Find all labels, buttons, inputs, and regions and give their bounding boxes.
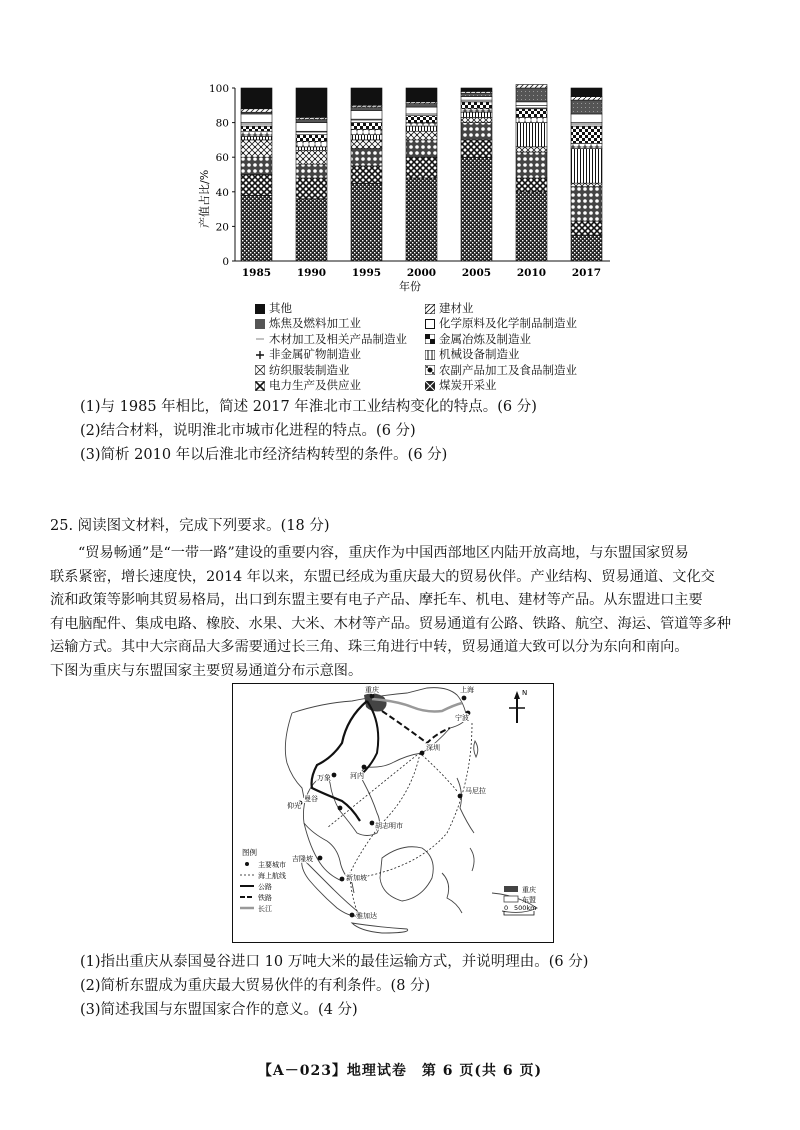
bar-segment-other — [351, 88, 382, 105]
q25-title: 25. 阅读图文材料，完成下列要求。(18 分) — [50, 518, 330, 534]
city-label: 雅加达 — [356, 912, 377, 920]
bar-segment-chem — [406, 107, 437, 114]
trade-route-map — [232, 683, 554, 943]
legend-label: 机械设备制造业 — [439, 347, 520, 362]
bar-segment-coal — [461, 157, 492, 261]
bar-segment-nonmetal — [571, 143, 602, 148]
city-dot — [420, 751, 425, 756]
legend-swatch-textile — [255, 365, 265, 375]
bar-segment-machine — [571, 149, 602, 184]
q25-question-2: (2)简析东盟成为重庆最大贸易伙伴的有利条件。(8 分) — [80, 978, 431, 994]
bar-segment-coal — [406, 178, 437, 261]
bar-segment-nonmetal — [406, 123, 437, 126]
city-dot — [458, 794, 463, 799]
city-dot — [350, 913, 355, 918]
bar-segment-machine — [351, 135, 382, 140]
bar-segment-food — [461, 123, 492, 140]
q25-line: 流和政策等影响其贸易格局，出口到东盟主要有电子产品、摩托车、机电、建材等产品。从东盟进口主要 — [50, 592, 703, 609]
legend-swatch-building — [425, 304, 435, 314]
bar-segment-chem — [351, 110, 382, 119]
bar-segment-building — [241, 109, 272, 112]
bar-segment-machine — [241, 136, 272, 139]
legend-yangtze: 长江 — [258, 905, 272, 913]
bar-segment-wood — [296, 131, 327, 134]
y-tick-label: 100 — [208, 83, 229, 95]
bar-segment-metal — [241, 126, 272, 131]
bar-segment-metal — [351, 123, 382, 130]
bar-segment-textile — [571, 183, 602, 186]
city-dot — [370, 694, 375, 699]
y-tick-label: 40 — [215, 186, 229, 199]
legend-label: 化学原料及化学制品制造业 — [439, 316, 577, 331]
legend-label: 炼焦及燃料加工业 — [269, 316, 361, 331]
city-label: 马尼拉 — [465, 787, 486, 795]
map-legend-title: 图例 — [242, 848, 257, 857]
legend-sea-route: 海上航线 — [258, 872, 286, 880]
x-tick-label: 2000 — [406, 267, 437, 279]
legend-swatch-chem — [425, 319, 435, 329]
bar-segment-chem — [296, 123, 327, 132]
q24-questions — [80, 395, 537, 467]
bar-segment-textile — [461, 117, 492, 122]
city-label: 仰光 — [287, 802, 301, 810]
legend-label: 非金属矿物制造业 — [269, 347, 361, 362]
legend-item-other — [255, 301, 425, 316]
legend-label: 纺织服装制造业 — [269, 362, 350, 377]
bar-segment-nonmetal — [351, 130, 382, 135]
x-tick-label: 2005 — [461, 267, 492, 279]
bar-segment-coal — [351, 183, 382, 261]
bar-segment-coke — [571, 100, 602, 114]
x-tick-label: 1995 — [351, 267, 382, 279]
bar-segment-chem — [571, 114, 602, 123]
legend-road: 公路 — [258, 883, 272, 891]
legend-swatch-wood — [255, 334, 265, 344]
bar-segment-coke — [461, 93, 492, 96]
x-axis-label: 年份 — [399, 280, 421, 293]
legend-swatch-metal — [425, 334, 435, 344]
bar-segment-power — [516, 178, 547, 192]
legend-asean: 东盟 — [522, 896, 536, 904]
legend-row — [255, 316, 615, 331]
legend-swatch-power — [255, 381, 265, 391]
y-axis-label: 产值占比/% — [198, 169, 211, 228]
bar-segment-coal — [296, 199, 327, 261]
q24-question-1: (1)与 1985 年相比，简述 2017 年淮北市工业结构变化的特点。(6 分) — [80, 399, 537, 415]
legend-label: 建材业 — [439, 301, 474, 315]
legend-city: 主要城市 — [258, 861, 286, 869]
north-label: N — [522, 689, 528, 697]
bar-segment-nonmetal — [461, 109, 492, 112]
bar-group — [241, 85, 602, 261]
bar-segment-wood — [571, 123, 602, 126]
bar-segment-coke — [296, 119, 327, 122]
bar-segment-textile — [406, 131, 437, 140]
city-label: 上海 — [460, 686, 474, 694]
legend-swatch-coke — [255, 319, 265, 329]
bar-segment-power — [296, 178, 327, 199]
bar-segment-coke — [516, 88, 547, 102]
bar-segment-wood — [241, 123, 272, 126]
y-tick-label: 0 — [222, 256, 229, 268]
chart-legend — [255, 301, 615, 393]
city-dot — [318, 856, 323, 861]
legend-item-building — [425, 301, 595, 316]
bar-segment-food — [406, 140, 437, 157]
legend-item-textile — [255, 363, 425, 378]
bar-segment-food — [241, 157, 272, 174]
legend-label: 煤炭开采业 — [439, 377, 497, 392]
q25-line: 有电脑配件、集成电路、橡胶、水果、大米、木材等产品。贸易通道有公路、铁路、航空、海运、管道等多种 — [50, 615, 732, 632]
bar-segment-metal — [461, 102, 492, 109]
bar-segment-power — [461, 140, 492, 157]
city-label: 万象 — [317, 774, 331, 782]
q25-material — [50, 542, 750, 684]
bar-segment-nonmetal — [296, 142, 327, 147]
bar-segment-building — [516, 85, 547, 88]
stacked-bar-chart — [180, 78, 610, 293]
legend-item-nonmetal — [255, 347, 425, 362]
q24-question-3: (3)简析 2010 年以后淮北市经济结构转型的条件。(6 分) — [80, 447, 448, 463]
bar-segment-other — [571, 88, 602, 97]
legend-row — [255, 332, 615, 347]
legend-item-coke — [255, 316, 425, 331]
x-tick-label: 2017 — [571, 267, 602, 279]
city-label: 重庆 — [365, 686, 379, 694]
bar-segment-machine — [461, 112, 492, 117]
city-dot — [338, 806, 343, 811]
q25-question-3: (3)简述我国与东盟国家合作的意义。(4 分) — [80, 1002, 358, 1018]
bar-segment-food — [571, 187, 602, 222]
bar-segment-other — [241, 88, 272, 109]
legend-label: 农副产品加工及食品制造业 — [439, 362, 577, 377]
bar-segment-food — [296, 164, 327, 178]
legend-row — [255, 347, 615, 362]
legend-row — [255, 363, 615, 378]
q25-line: 运输方式。其中大宗商品大多需要通过长三角、珠三角进行中转，贸易通道大致可以分为东向和南向。 — [50, 639, 689, 656]
bar-segment-power — [241, 175, 272, 196]
legend-item-chem — [425, 316, 595, 331]
bar-segment-metal — [571, 126, 602, 143]
bar-segment-nonmetal — [516, 117, 547, 122]
legend-chongqing: 重庆 — [522, 886, 536, 894]
city-label: 深圳 — [426, 744, 440, 752]
bar-segment-other — [296, 88, 327, 117]
y-tick-label: 20 — [215, 221, 229, 234]
bar-segment-power — [351, 166, 382, 183]
scale-label: 500km — [514, 904, 537, 912]
city-label: 曼谷 — [304, 795, 318, 803]
bar-segment-food — [516, 152, 547, 178]
legend-swatch-machine — [425, 350, 435, 360]
bar-segment-power — [571, 221, 602, 235]
bar-segment-machine — [516, 123, 547, 147]
bar-segment-wood — [351, 119, 382, 122]
legend-item-food — [425, 363, 595, 378]
city-dot — [332, 773, 337, 778]
legend-swatch-food — [425, 365, 435, 375]
bar-segment-coke — [406, 104, 437, 107]
legend-swatch-other — [255, 304, 265, 314]
legend-item-coal — [425, 378, 595, 393]
bar-segment-power — [406, 157, 437, 178]
city-dot — [362, 765, 367, 770]
legend-label: 其他 — [269, 301, 292, 315]
legend-item-machine — [425, 347, 595, 362]
q25-questions — [80, 950, 588, 1022]
city-dot — [462, 696, 467, 701]
bar-segment-chem — [241, 114, 272, 123]
bar-segment-chem — [461, 97, 492, 100]
legend-item-wood — [255, 332, 425, 347]
legend-row — [255, 378, 615, 393]
bar-segment-metal — [296, 135, 327, 142]
bar-segment-textile — [241, 140, 272, 157]
scale-zero: 0 — [504, 904, 509, 912]
bar-segment-metal — [516, 109, 547, 118]
bar-segment-textile — [351, 140, 382, 149]
q24-question-2: (2)结合材料，说明淮北市城市化进程的特点。(6 分) — [80, 423, 416, 439]
city-label: 胡志明市 — [375, 822, 403, 830]
legend-swatch-nonmetal — [255, 350, 265, 360]
bar-segment-machine — [296, 147, 327, 150]
legend-item-metal — [425, 332, 595, 347]
bar-segment-metal — [406, 116, 437, 123]
legend-swatch-coal — [425, 381, 435, 391]
x-axis — [235, 261, 610, 279]
bar-segment-textile — [296, 150, 327, 164]
bar-segment-building — [571, 97, 602, 100]
legend-railway: 铁路 — [258, 894, 272, 902]
x-tick-label: 2010 — [516, 267, 547, 279]
city-dot — [370, 821, 375, 826]
bar-segment-other — [406, 88, 437, 102]
y-axis — [209, 83, 235, 268]
bar-segment-chem — [516, 102, 547, 105]
legend-label: 金属冶炼及制造业 — [439, 331, 531, 346]
legend-item-power — [255, 378, 425, 393]
bar-segment-textile — [516, 147, 547, 152]
bar-segment-machine — [406, 126, 437, 131]
legend-row — [255, 301, 615, 316]
y-tick-label: 80 — [215, 117, 229, 130]
x-tick-label: 1985 — [241, 267, 272, 279]
city-dot — [340, 877, 345, 882]
city-label: 河内 — [350, 772, 364, 780]
bar-segment-coke — [351, 107, 382, 110]
x-tick-label: 1990 — [296, 267, 327, 279]
bar-segment-other — [461, 88, 492, 91]
q25-line: “贸易畅通”是“一带一路”建设的重要内容，重庆作为中国西部地区内陆开放高地，与东盟国家贸易 — [78, 545, 689, 561]
city-label: 吉隆坡 — [292, 855, 313, 863]
q25-line: 下图为重庆与东盟国家主要贸易通道分布示意图。 — [50, 662, 363, 679]
bar-segment-nonmetal — [241, 131, 272, 136]
y-tick-label: 60 — [215, 152, 229, 165]
q25-line: 联系紧密，增长速度快，2014 年以来，东盟已经成为重庆最大的贸易伙伴。产业结构、贸易通道、文化交 — [50, 568, 715, 585]
bar-segment-food — [351, 149, 382, 166]
page-footer: 【A－023】地理试卷 第 6 页(共 6 页) — [257, 1063, 543, 1079]
bar-segment-coal — [571, 235, 602, 261]
legend-label: 木材加工及相关产品制造业 — [269, 331, 407, 346]
bar-segment-wood — [516, 105, 547, 108]
q25-question-1: (1)指出重庆从泰国曼谷进口 10 万吨大米的最佳运输方式，并说明理由。(6 分) — [80, 954, 589, 970]
bar-segment-coal — [516, 192, 547, 261]
bar-segment-coal — [241, 195, 272, 261]
legend-label: 电力生产及供应业 — [269, 377, 361, 392]
city-label: 新加坡 — [346, 874, 367, 882]
city-label: 宁波 — [455, 714, 469, 722]
